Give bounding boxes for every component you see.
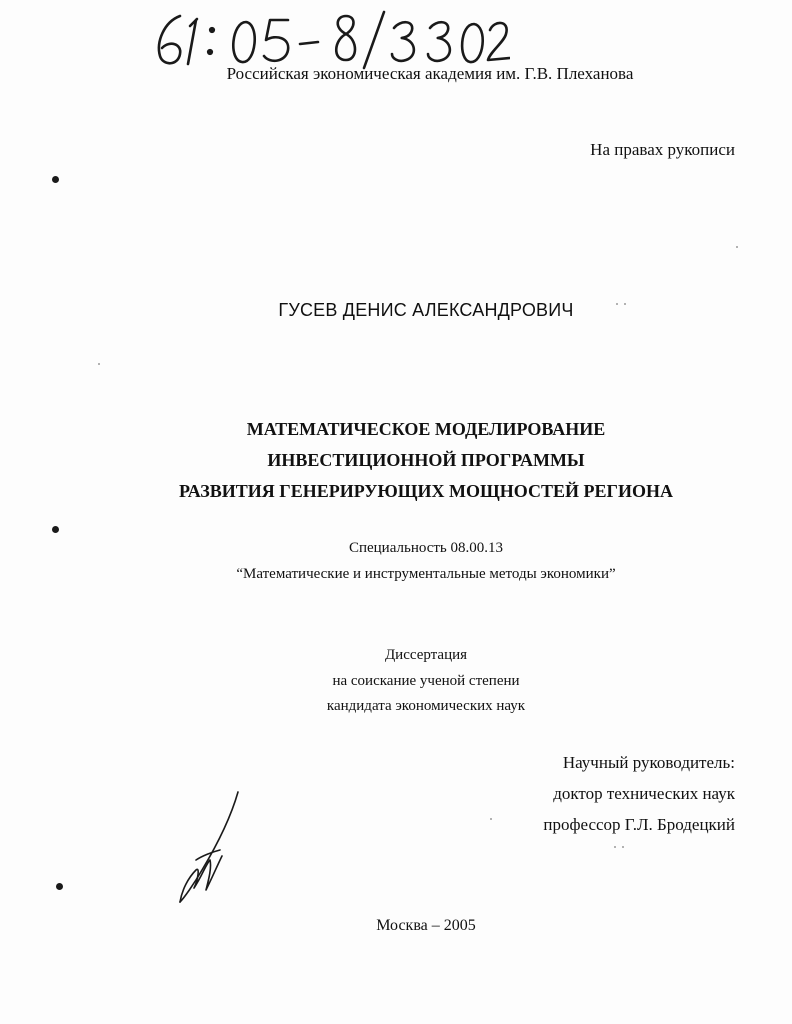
degree-purpose: на соискание ученой степени [332,673,520,689]
punch-hole-mark [52,526,59,533]
institution-name: Российская экономическая академия им. Г.В. Плеханова [226,64,634,83]
city-and-year: Москва – 2005 [376,917,476,934]
handwritten-signature [172,790,247,905]
scan-speck [624,303,626,305]
scan-speck [616,303,618,305]
specialty-name: “Математические и инструментальные методы экономики” [236,566,616,582]
dissertation-title-line-3: РАЗВИТИЯ ГЕНЕРИРУЮЩИХ МОЩНОСТЕЙ РЕГИОНА [179,481,673,501]
scan-speck [614,846,616,848]
dissertation-title-line-2: ИНВЕСТИЦИОННОЙ ПРОГРАММЫ [267,450,585,470]
degree-name: кандидата экономических наук [326,698,526,714]
handwritten-archive-code [150,8,510,70]
supervisor-name: профессор Г.Л. Бродецкий [543,815,735,834]
punch-hole-mark [52,176,59,183]
manuscript-rights-note: На правах рукописи [590,140,735,159]
supervisor-degree: доктор технических наук [553,784,735,803]
dissertation-label: Диссертация [384,647,468,663]
specialty-code: Специальность 08.00.13 [348,540,504,556]
scan-speck [736,246,738,248]
dissertation-title-line-1: МАТЕМАТИЧЕСКОЕ МОДЕЛИРОВАНИЕ [246,419,606,439]
scan-speck [490,818,492,820]
scan-speck [98,363,100,365]
author-name: ГУСЕВ ДЕНИС АЛЕКСАНДРОВИЧ [278,300,574,320]
supervisor-label: Научный руководитель: [562,753,735,772]
punch-hole-mark [56,883,63,890]
scan-speck [622,846,624,848]
